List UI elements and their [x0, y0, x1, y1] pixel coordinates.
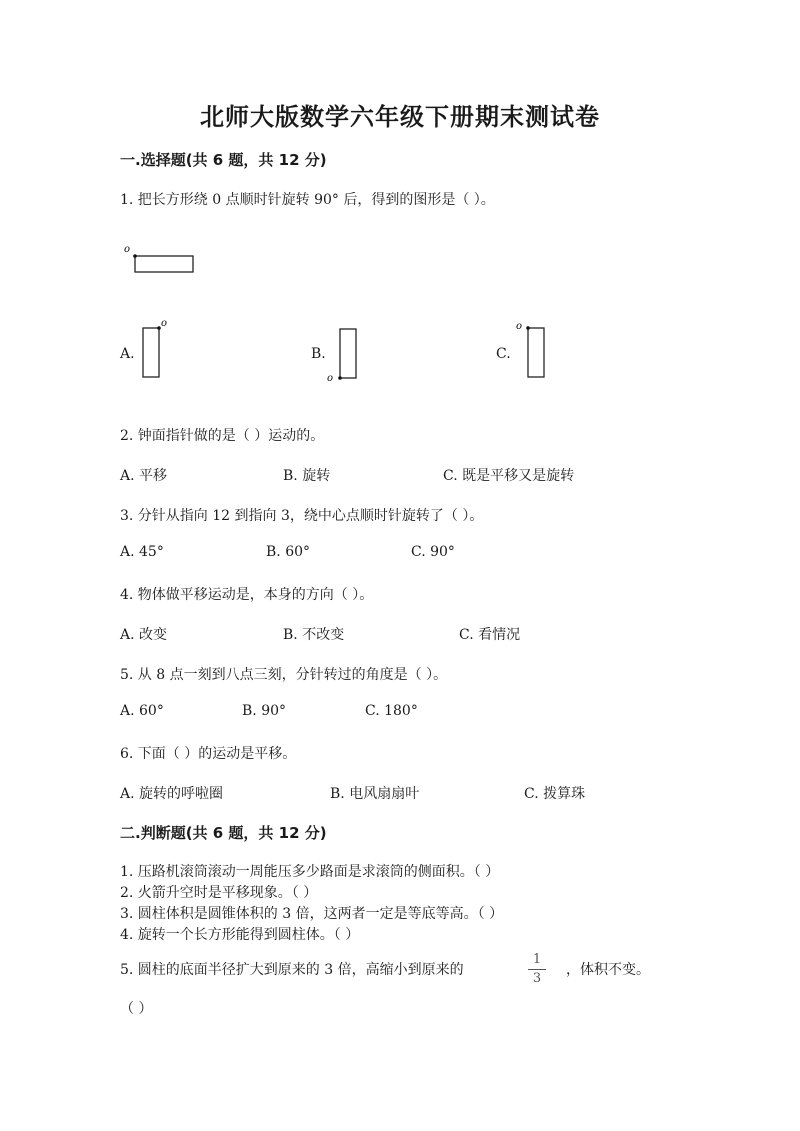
o-point-label: o: [327, 373, 334, 384]
section-heading-choice: 一.选择题(共 6 题，共 12 分): [120, 151, 327, 169]
question-4: 4. 物体做平移运动是，本身的方向（ ）。: [120, 587, 374, 603]
fraction-bar: [528, 969, 546, 970]
section-heading-judgment: 二.判断题(共 6 题，共 12 分): [120, 824, 327, 842]
judgment-5-text-before: 5. 圆柱的底面半径扩大到原来的 3 倍，高缩小到原来的: [120, 962, 464, 978]
q6-option-c: C. 拨算珠: [524, 786, 586, 802]
q3-option-b: B. 60°: [266, 544, 311, 560]
o-point-label: o: [516, 321, 523, 332]
q4-option-c: C. 看情况: [459, 627, 521, 643]
q3-option-a: A. 45°: [120, 544, 164, 560]
page-title: 北师大版数学六年级下册期末测试卷: [200, 103, 600, 131]
q5-option-a: A. 60°: [120, 703, 164, 719]
judgment-5-text-after: ，体积不变。: [566, 962, 650, 978]
q1-option-a-label: A.: [120, 346, 135, 362]
judgment-1: 1. 压路机滚筒滚动一周能压多少路面是求滚筒的侧面积。（ ）: [120, 864, 500, 880]
judgment-2: 2. 火箭升空时是平移现象。（ ）: [120, 885, 318, 901]
q1-original-rectangle-figure: [120, 240, 200, 280]
q1-option-c-label: C.: [496, 346, 511, 362]
q2-option-a: A. 平移: [120, 468, 168, 484]
fraction-numerator: 1: [532, 952, 542, 967]
q6-option-b: B. 电风扇扇叶: [330, 786, 420, 802]
q5-option-c: C. 180°: [365, 703, 418, 719]
question-3: 3. 分针从指向 12 到指向 3，绕中心点顺时针旋转了（ ）。: [120, 508, 484, 524]
q4-option-a: A. 改变: [120, 627, 168, 643]
q5-option-b: B. 90°: [242, 703, 287, 719]
fraction-denominator: 3: [532, 971, 542, 986]
judgment-3: 3. 圆柱体积是圆锥体积的 3 倍，这两者一定是等底等高。（ ）: [120, 906, 504, 922]
q3-option-c: C. 90°: [411, 544, 455, 560]
o-point-label: o: [161, 318, 168, 329]
judgment-4: 4. 旋转一个长方形能得到圆柱体。（ ）: [120, 927, 360, 943]
question-5: 5. 从 8 点一刻到八点三刻，分针转过的角度是（ ）。: [120, 667, 448, 683]
q2-option-b: B. 旋转: [283, 468, 331, 484]
question-2: 2. 钟面指针做的是（ ）运动的。: [120, 428, 325, 444]
q1-option-b-figure: [325, 325, 365, 385]
fraction-one-third: [526, 952, 548, 987]
q4-option-b: B. 不改变: [283, 627, 345, 643]
question-1: 1. 把长方形绕 0 点顺时针旋转 90° 后，得到的图形是（ ）。: [120, 192, 495, 208]
judgment-5-answer-blank: （ ）: [120, 1001, 153, 1017]
q1-option-b-label: B.: [311, 346, 326, 362]
q2-option-c: C. 既是平移又是旋转: [443, 468, 575, 484]
question-6: 6. 下面（ ）的运动是平移。: [120, 746, 297, 762]
q6-option-a: A. 旋转的呼啦圈: [120, 786, 224, 802]
q1-option-c-figure: [512, 318, 552, 383]
o-point-label: o: [124, 244, 131, 255]
q1-option-a-figure: [138, 316, 178, 386]
